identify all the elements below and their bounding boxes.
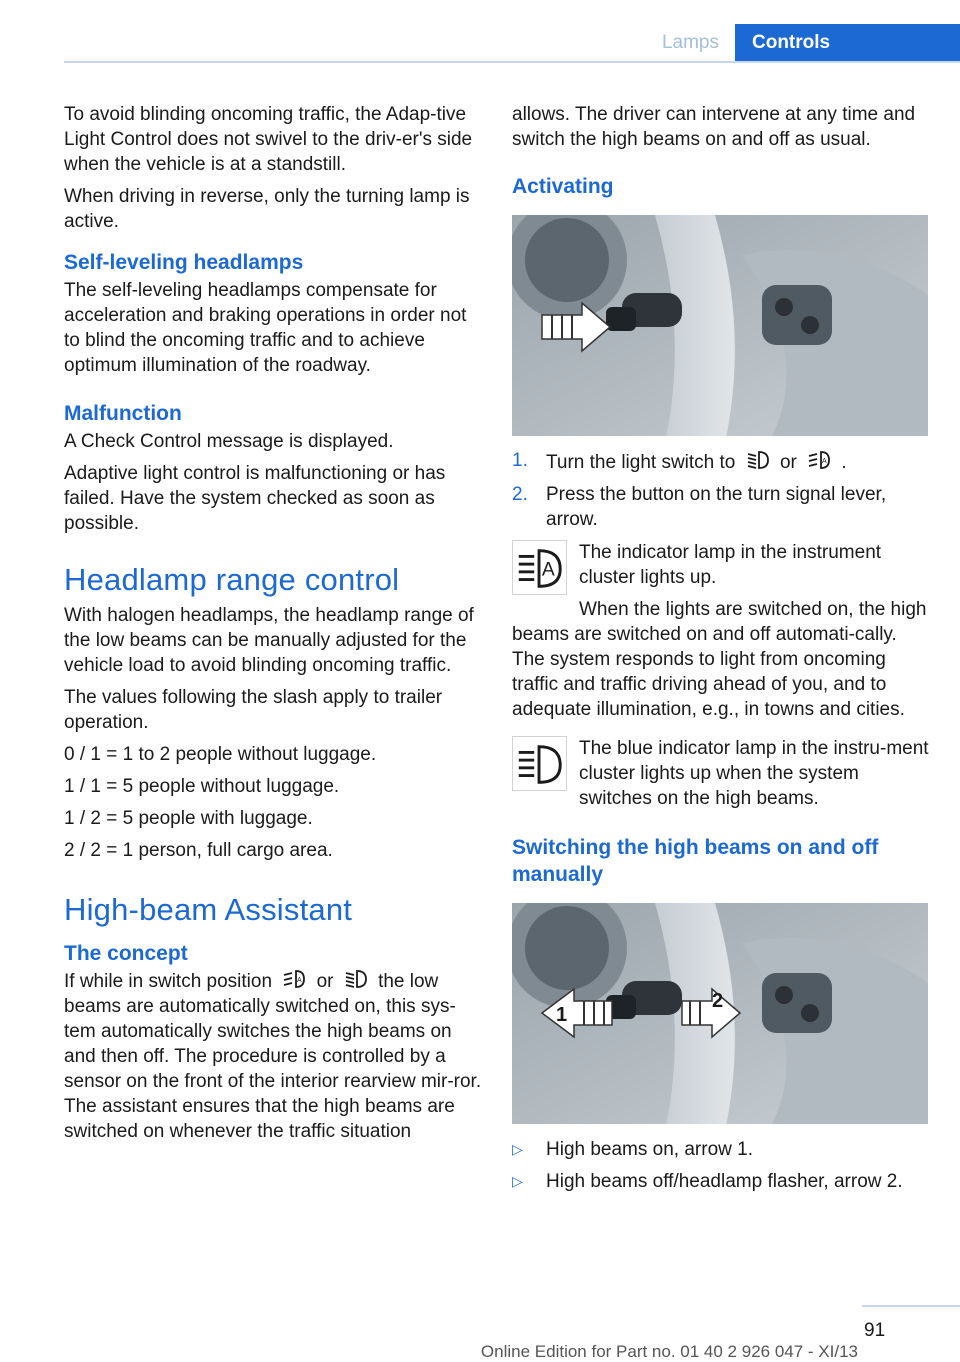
footer-divider	[862, 1305, 960, 1307]
auto-light-icon	[281, 967, 307, 991]
paragraph: allows. The driver can intervene at any time and switch the high beams on and off as usual.	[512, 104, 916, 150]
paragraph: The values following the slash apply to trailer operation.	[64, 687, 443, 733]
step-number: 2.	[512, 484, 528, 505]
list-item	[512, 448, 932, 475]
high-beam-indicator-icon	[512, 736, 567, 791]
activation-steps	[512, 448, 932, 532]
text: High beams off/headlamp flasher, arrow 2.	[546, 1171, 903, 1192]
heading-self-leveling: Self-leveling headlamps	[64, 251, 304, 274]
paragraph: A Check Control message is displayed.	[64, 431, 394, 452]
edition-note: Online Edition for Part no. 01 40 2 926 047 - XI/13	[480, 1342, 858, 1361]
low-beam-icon	[745, 448, 771, 472]
svg-text:A: A	[822, 458, 827, 465]
list-item	[512, 1137, 932, 1162]
low-beam-icon	[343, 967, 369, 991]
text: the low beams are automatically switched on, this sys-tem automatically switches the high beams on and then off. The procedure is controlled by a sensor on the front of the interior rearview mir-ror. The assistant ensures that the high beams are switched on whenever the traffic situation	[64, 971, 482, 1142]
paragraph: The indicator lamp in the instrument cluster lights up.	[579, 542, 882, 588]
steering-wheel-photo-manual	[512, 903, 928, 1124]
paragraph: To avoid blinding oncoming traffic, the Adap-tive Light Control does not swivel to the driv-er's side when the vehicle is at a standstill.	[64, 104, 473, 175]
heading-malfunction: Malfunction	[64, 402, 182, 425]
header-divider	[64, 61, 960, 63]
paragraph: When driving in reverse, only the turning lamp is active.	[64, 186, 470, 232]
svg-text:A: A	[541, 559, 555, 581]
paragraph: When the lights are switched on, the high beams are switched on and off automati-cally.	[512, 599, 927, 645]
text: Turn the light switch to	[546, 452, 736, 473]
indicator-note	[512, 540, 932, 647]
high-beam-assistant-indicator-icon	[512, 540, 567, 595]
arrow-label: 1	[556, 1004, 568, 1026]
text: Press the button on the turn signal lever, arrow.	[546, 484, 887, 530]
step-number: 1.	[512, 450, 528, 471]
arrow-label: 2	[712, 990, 724, 1012]
range-value: 1 / 1 = 5 people without luggage.	[64, 776, 340, 797]
header-tabs	[639, 24, 960, 62]
text: .	[841, 452, 847, 473]
heading-high-beam-assistant: High-beam Assistant	[64, 892, 353, 927]
right-column	[512, 102, 932, 1194]
text: If while in switch position	[64, 971, 273, 992]
bullet-marker: ▷	[512, 1141, 523, 1157]
svg-text:A: A	[297, 977, 302, 984]
paragraph: With halogen headlamps, the headlamp range of the low beams can be manually adjusted for the vehicle load to avoid blinding oncoming traffic.	[64, 605, 474, 676]
tab-controls[interactable]: Controls	[735, 24, 960, 62]
page-number: 91	[864, 1320, 886, 1341]
steering-wheel-photo-activating	[512, 215, 928, 436]
text: High beams on, arrow 1.	[546, 1139, 753, 1160]
text: or	[779, 452, 797, 473]
manual-bullets	[512, 1137, 932, 1194]
range-value: 0 / 1 = 1 to 2 people without luggage.	[64, 744, 377, 765]
paragraph: The system responds to light from oncoming traffic and traffic driving ahead of you, and to adequate illumination, e.g., in towns and cities.	[512, 649, 905, 720]
range-value: 2 / 2 = 1 person, full cargo area.	[64, 840, 333, 861]
heading-manual-high-beams: Switching the high beams on and off manually	[512, 836, 879, 886]
bullet-marker: ▷	[512, 1173, 523, 1189]
range-value: 1 / 2 = 5 people with luggage.	[64, 808, 313, 829]
heading-activating: Activating	[512, 175, 614, 198]
heading-range-control: Headlamp range control	[64, 562, 400, 597]
heading-concept: The concept	[64, 942, 188, 965]
paragraph: Adaptive light control is malfunctioning or has failed. Have the system checked as soon as possible.	[64, 463, 446, 534]
list-item	[512, 482, 932, 532]
paragraph: The self-leveling headlamps compensate for acceleration and braking operations in order not to blind the oncoming traffic and to achieve optimum illumination of the roadway.	[64, 280, 467, 376]
left-column	[64, 102, 482, 1144]
indicator-note	[512, 736, 932, 811]
auto-light-icon	[806, 448, 832, 472]
paragraph	[64, 967, 482, 1144]
tab-lamps[interactable]: Lamps	[661, 32, 719, 53]
list-item	[512, 1169, 932, 1194]
paragraph: The blue indicator lamp in the instru-ment cluster lights up when the system switches on the high beams.	[579, 738, 929, 809]
text: or	[316, 971, 334, 992]
